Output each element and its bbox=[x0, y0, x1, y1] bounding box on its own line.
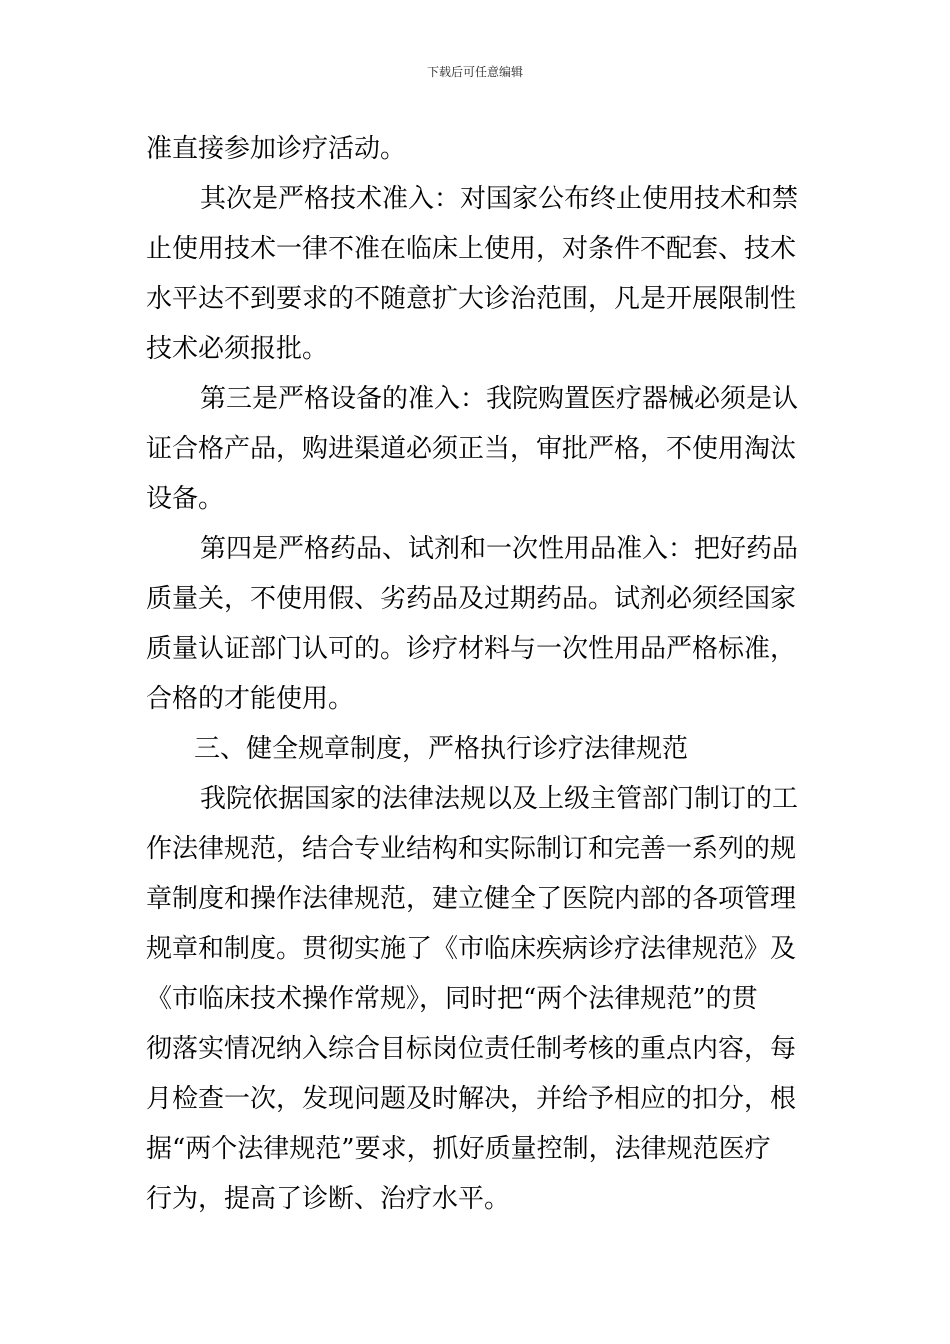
text-line: 质量关，不使用假、劣药品及过期药品。试剂必须经国家 bbox=[146, 584, 797, 614]
text-line: 止使用技术一律不准在临床上使用，对条件不配套、技术 bbox=[146, 234, 797, 264]
text-line: 章制度和操作法律规范，建立健全了医院内部的各项管理 bbox=[146, 884, 797, 914]
text-line: 月检查一次，发现问题及时解决，并给予相应的扣分，根 bbox=[146, 1084, 797, 1114]
text-line: 彻落实情况纳入综合目标岗位责任制考核的重点内容，每 bbox=[146, 1034, 797, 1064]
text-line: 水平达不到要求的不随意扩大诊治范围，凡是开展限制性 bbox=[146, 284, 797, 314]
text-line: 准直接参加诊疗活动。 bbox=[146, 134, 407, 164]
page-header: 下载后可任意编辑 bbox=[426, 65, 523, 79]
text-line: 据“两个法律规范”要求，抓好质量控制，法律规范医疗 bbox=[146, 1134, 771, 1164]
text-line: 质量认证部门认可的。诊疗材料与一次性用品严格标准， bbox=[146, 634, 797, 664]
paragraph-first-line: 其次是严格技术准入：对国家公布终止使用技术和禁 bbox=[200, 184, 799, 214]
text-line: 合格的才能使用。 bbox=[146, 684, 355, 714]
text-line: 作法律规范，结合专业结构和实际制订和完善一系列的规 bbox=[146, 834, 797, 864]
paragraph-first-line: 我院依据国家的法律法规以及上级主管部门制订的工 bbox=[200, 784, 799, 814]
paragraph-first-line: 第四是严格药品、试剂和一次性用品准入：把好药品 bbox=[200, 534, 799, 564]
document-body bbox=[146, 124, 806, 1224]
text-line: 规章和制度。贯彻实施了《市临床疾病诊疗法律规范》及 bbox=[146, 934, 797, 964]
section-heading: 三、健全规章制度，严格执行诊疗法律规范 bbox=[194, 734, 689, 764]
text-line: 《市临床技术操作常规》，同时把“两个法律规范”的贯 bbox=[146, 984, 758, 1014]
text-line: 行为，提高了诊断、治疗水平。 bbox=[146, 1184, 511, 1214]
paragraph-first-line: 第三是严格设备的准入：我院购置医疗器械必须是认 bbox=[200, 384, 799, 414]
text-line: 证合格产品，购进渠道必须正当，审批严格，不使用淘汰 bbox=[146, 434, 797, 464]
text-line: 设备。 bbox=[146, 484, 225, 514]
text-line: 技术必须报批。 bbox=[146, 334, 329, 364]
